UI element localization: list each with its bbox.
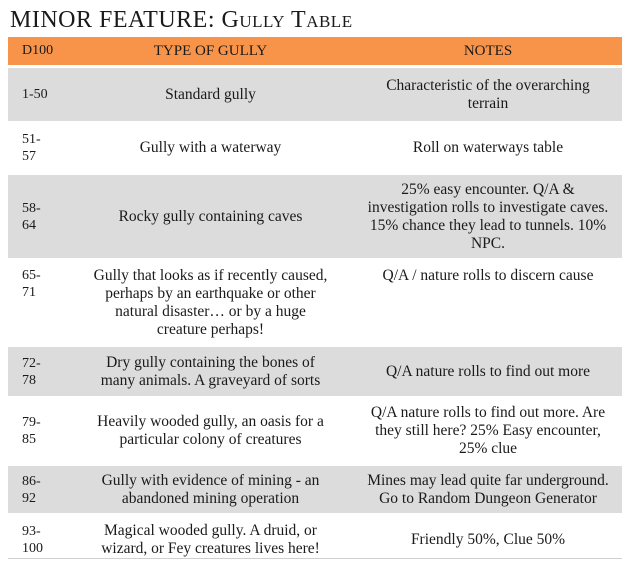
gully-type-cell: Standard gully [67,67,354,123]
roll-cell: 65- 71 [8,260,67,346]
roll-cell: 93- 100 [8,515,67,565]
notes-cell: Q/A nature rolls to find out more [354,346,622,398]
gully-type-cell: Rocky gully containing caves [67,174,354,260]
roll-cell: 86- 92 [8,465,67,515]
notes-cell: Roll on waterways table [354,123,622,174]
header-type-of-gully: TYPE OF GULLY [67,37,354,67]
table-row [8,465,622,515]
notes-cell: Mines may lead quite far underground. Go to Random Dungeon Generator [354,465,622,515]
gully-type-cell: Magical wooded gully. A druid, or wizard, or Fey creatures lives here! [67,515,354,565]
roll-cell: 1-50 [8,67,67,123]
header-d100: D100 [8,37,67,67]
roll-cell: 58- 64 [8,174,67,260]
gully-type-cell: Dry gully containing the bones of many animals. A graveyard of sorts [67,346,354,398]
roll-cell: 51- 57 [8,123,67,174]
notes-cell: Friendly 50%, Clue 50% [354,515,622,565]
gully-type-cell: Gully that looks as if recently caused, perhaps by an earthquake or other natural disaster… or by a huge creature perhaps! [67,260,354,346]
table-row [8,174,622,260]
table-header-row [8,37,622,67]
notes-cell: Characteristic of the overarching terrain [354,67,622,123]
table-row [8,515,622,565]
header-notes: NOTES [354,37,622,67]
table-row [8,123,622,174]
bottom-divider [8,558,622,559]
table-row [8,346,622,398]
gully-type-cell: Heavily wooded gully, an oasis for a particular colony of creatures [67,398,354,465]
gully-type-cell: Gully with a waterway [67,123,354,174]
table-row [8,260,622,346]
gully-type-cell: Gully with evidence of mining - an abandoned mining operation [67,465,354,515]
roll-cell: 72- 78 [8,346,67,398]
roll-cell: 79- 85 [8,398,67,465]
page-title: MINOR FEATURE: Gully Table [10,7,353,33]
notes-cell: 25% easy encounter. Q/A & investigation rolls to investigate caves. 15% chance they lead to tunnels. 10% NPC. [354,174,622,260]
table-row [8,398,622,465]
table-row [8,67,622,123]
gully-table [8,37,622,565]
notes-cell: Q/A / nature rolls to discern cause [354,260,622,346]
notes-cell: Q/A nature rolls to find out more. Are they still here? 25% Easy encounter, 25% clue [354,398,622,465]
